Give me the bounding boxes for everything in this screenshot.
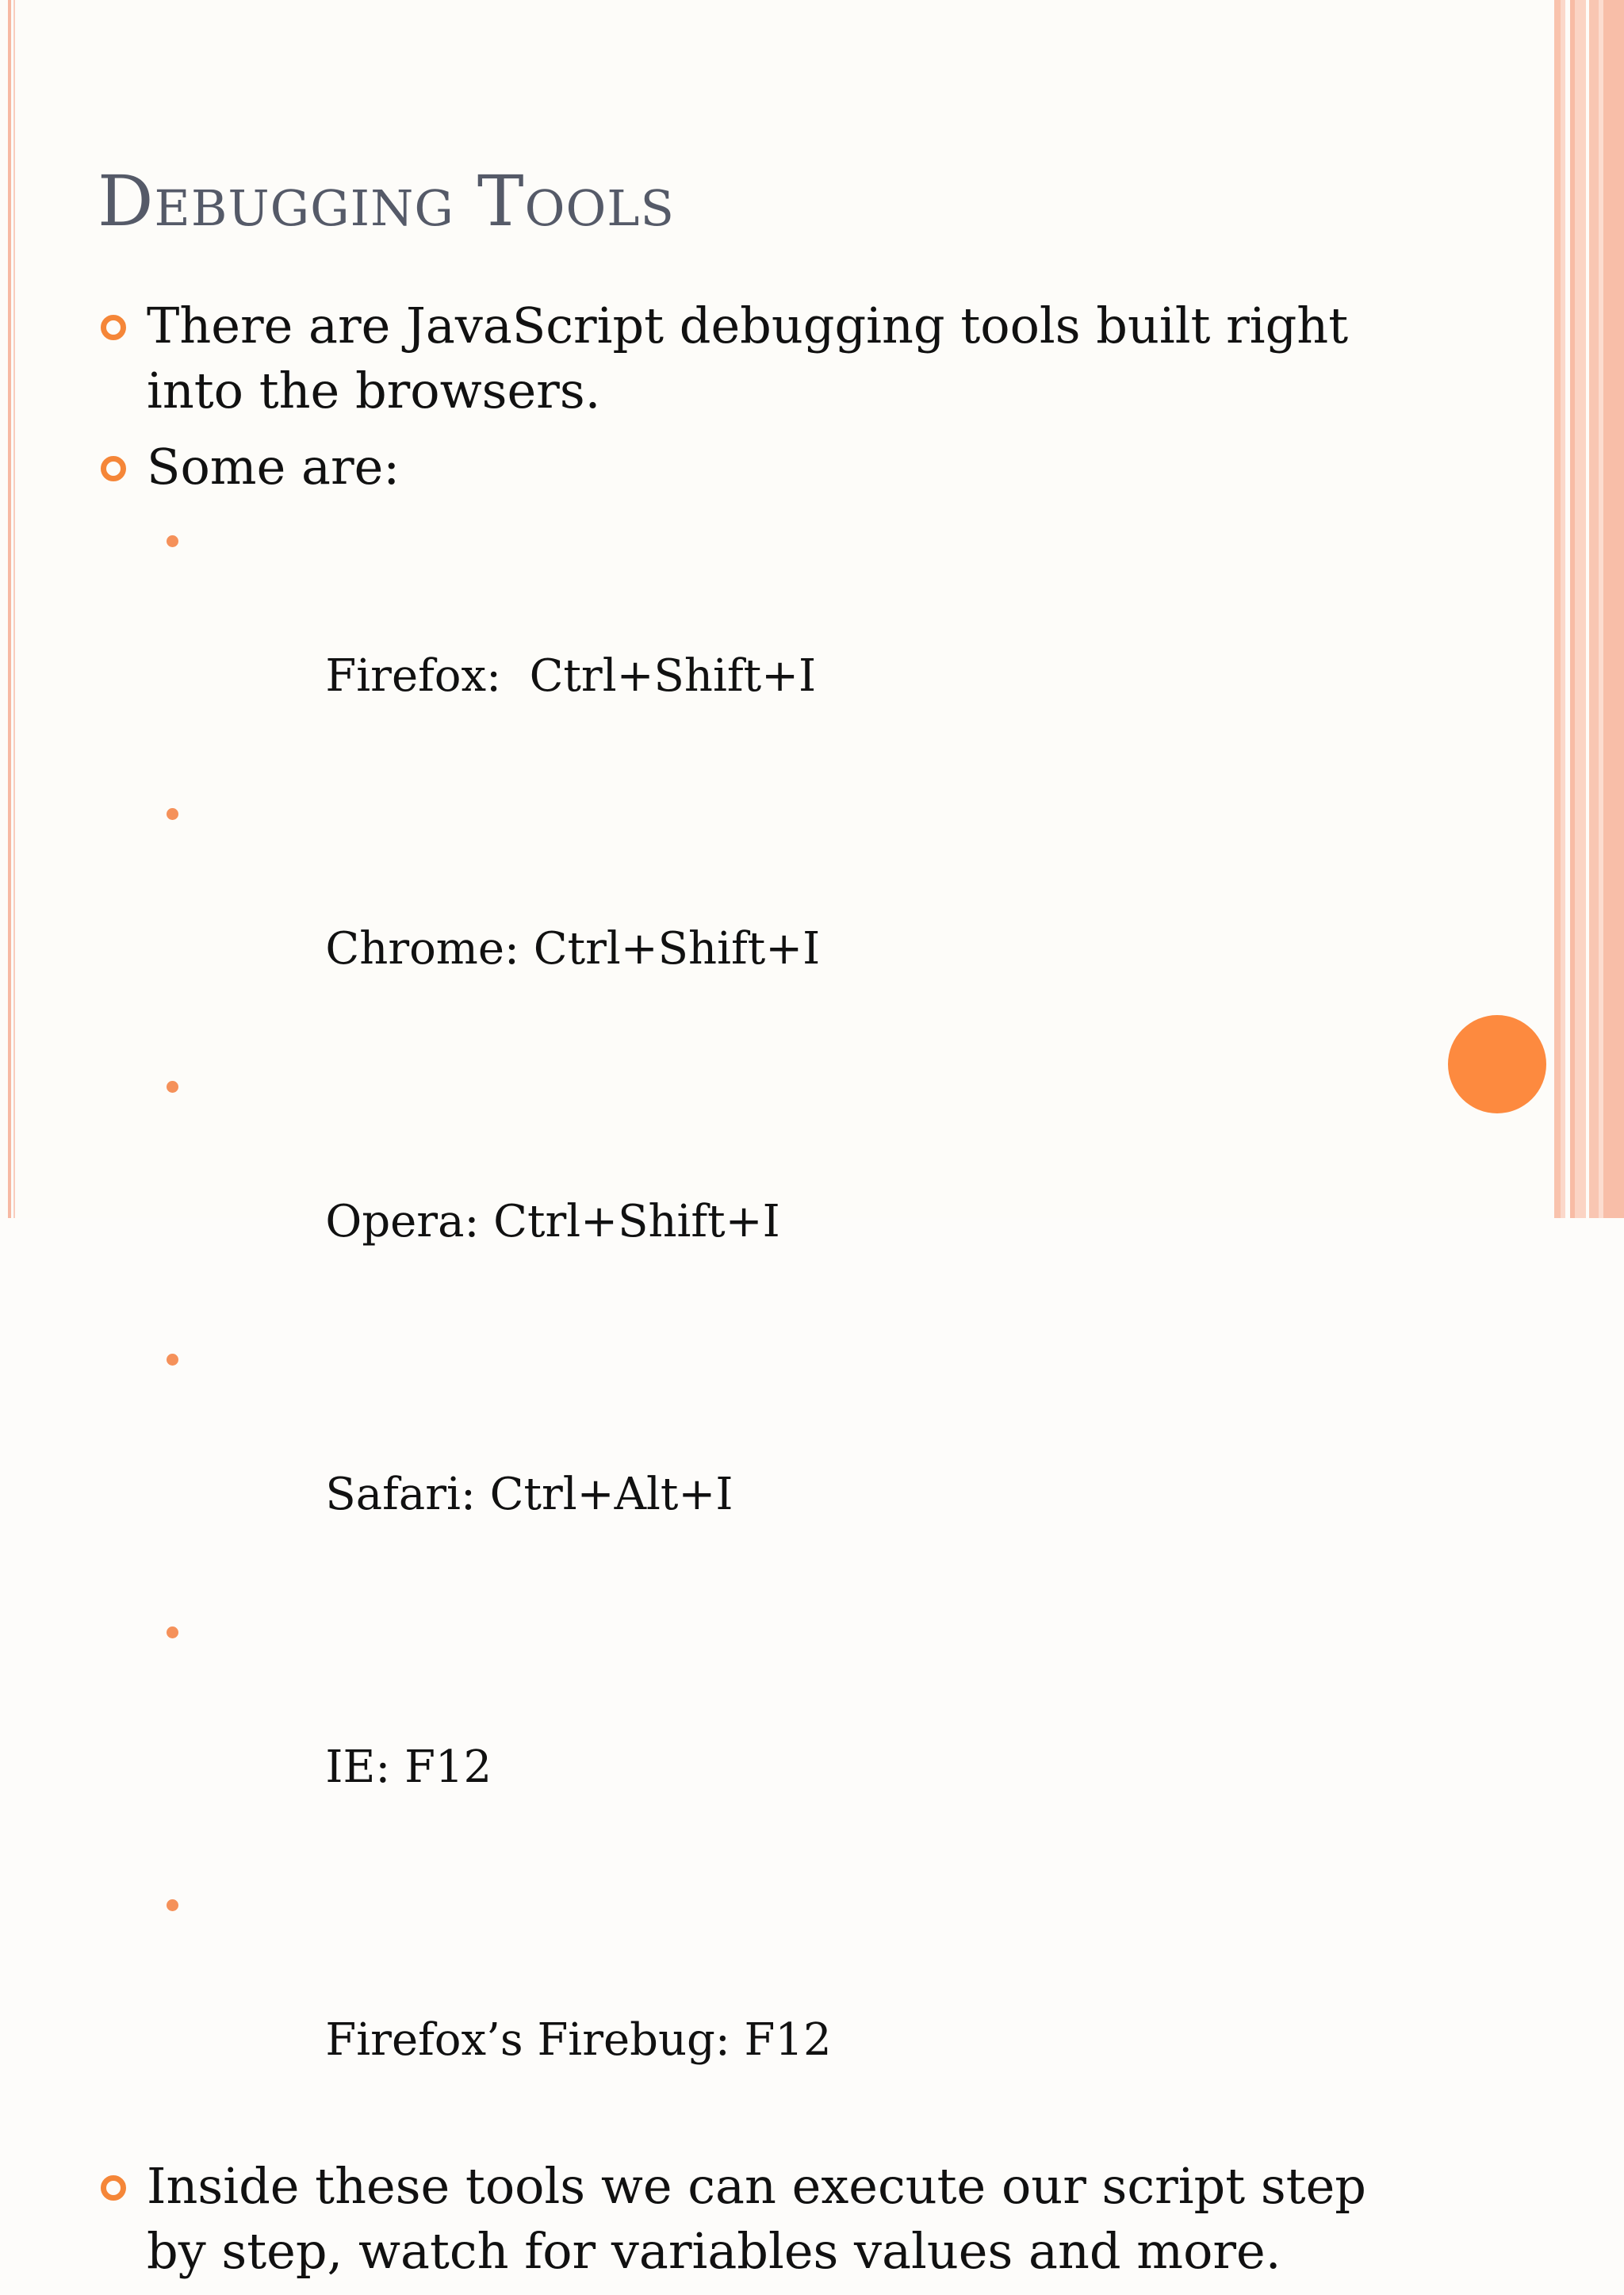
sub-bullet-text: Firefox’s Firebug: F12: [325, 2014, 832, 2066]
right-border-stripe: [1561, 0, 1565, 1218]
right-border-stripe: [1575, 0, 1586, 1218]
dot-bullet-icon: [167, 1354, 178, 1366]
ring-bullet-icon: [101, 2175, 126, 2201]
bullet-item: [98, 435, 1398, 500]
dot-bullet-icon: [167, 1081, 178, 1093]
sub-bullet-item: [98, 779, 1398, 1052]
sub-bullet-text: Firefox: Ctrl+Shift+I: [325, 650, 817, 702]
dot-bullet-icon: [167, 808, 178, 820]
sub-bullet-text: Safari: Ctrl+Alt+I: [325, 1469, 733, 1520]
left-border-line-inner: [13, 0, 15, 1218]
right-border-stripe: [1589, 0, 1599, 1218]
right-border-stripe: [1603, 0, 1624, 1218]
dot-bullet-icon: [167, 1899, 178, 1911]
sub-bullet-item: [98, 506, 1398, 779]
sub-bullet-text: Chrome: Ctrl+Shift+I: [325, 923, 821, 975]
sub-bullet-list: [98, 506, 1398, 2143]
dot-bullet-icon: [167, 1626, 178, 1638]
sub-bullet-item: [98, 1597, 1398, 1870]
bullet-text: Inside these tools we can execute our script step by step, watch for variables values and more.: [147, 2157, 1366, 2280]
sub-bullet-item: [98, 1052, 1398, 1324]
left-border-line: [8, 0, 11, 1218]
slide-content: [98, 293, 1398, 2295]
bullet-item: [98, 293, 1398, 423]
bullet-text: There are JavaScript debugging tools built right into the browsers.: [147, 297, 1349, 420]
bullet-text: Some are:: [147, 438, 400, 496]
slide-title: Debugging Tools: [98, 160, 675, 242]
sub-bullet-text: IE: F12: [325, 1741, 492, 1793]
bullet-item: [98, 2154, 1398, 2284]
sub-bullet-text: Opera: Ctrl+Shift+I: [325, 1196, 780, 1247]
decorative-circle: [1448, 1015, 1546, 1113]
ring-bullet-icon: [101, 315, 126, 340]
dot-bullet-icon: [167, 535, 178, 547]
ring-bullet-icon: [101, 456, 126, 481]
right-border-stripe: [1554, 0, 1561, 1218]
sub-bullet-item: [98, 1324, 1398, 1597]
sub-bullet-item: [98, 1870, 1398, 2143]
